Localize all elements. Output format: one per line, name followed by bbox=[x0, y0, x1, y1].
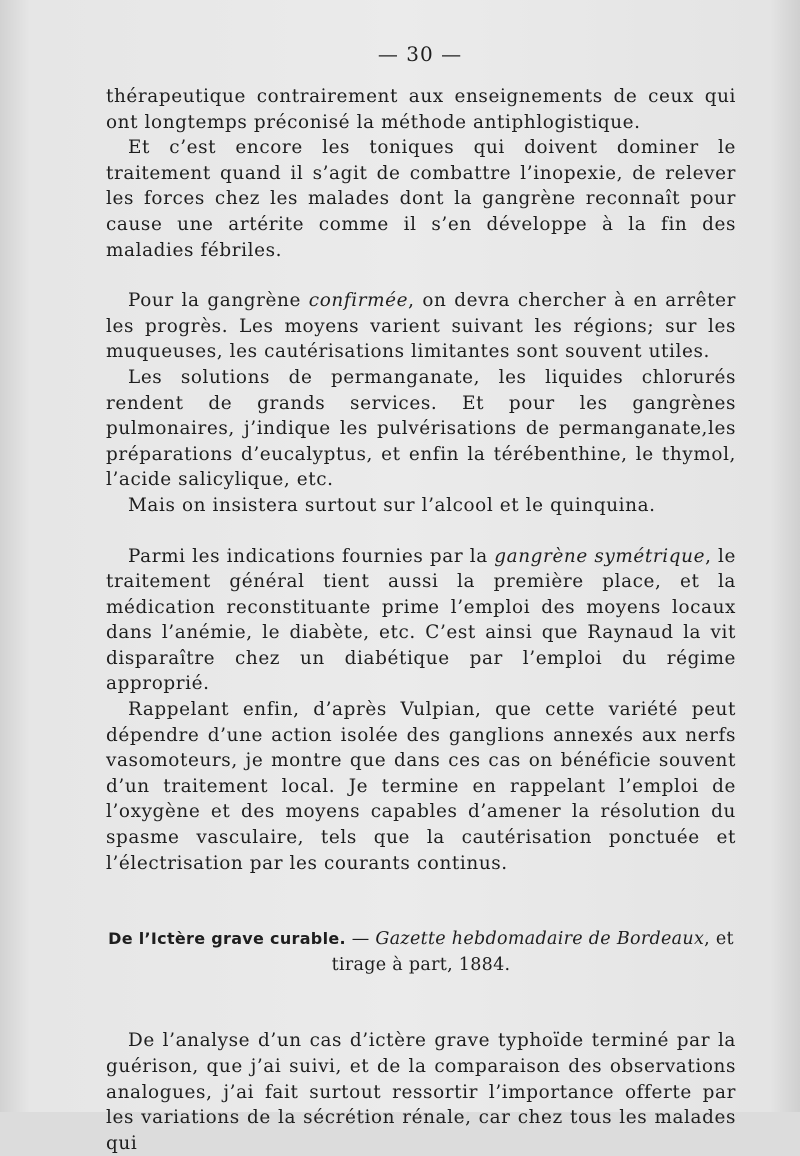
paragraph: Les solutions de permanganate, les liquides chlorurés rendent de grands services. Et pour les gangrènes pulmonaires, j’indique les pulvérisations de permanganate,les préparations d’eucalyptus, et enfin la térébenthine, le thymol, l’acide salicylique, etc. bbox=[106, 366, 736, 491]
page-number: — 30 — bbox=[377, 42, 463, 66]
paragraph bbox=[106, 544, 736, 698]
emphasis: gangrène symétrique bbox=[494, 545, 706, 567]
paragraph: thérapeutique contrairement aux enseignements de ceux qui ont longtemps préconisé la méthode antiphlogistique. bbox=[106, 86, 736, 133]
text-run: Parmi les indications fournies par la bbox=[128, 545, 495, 567]
text-run: Pour la gangrène bbox=[128, 290, 309, 312]
text-run: , on devra chercher à en arrêter les progrès. Les moyens varient suivant les régions; sur les muqueuses, les cautérisations limitantes sont souvent utiles. bbox=[106, 290, 736, 363]
reference-details: , et tirage à part, 1884. bbox=[331, 929, 734, 975]
reference-journal: Gazette hebdomadaire de Bordeaux bbox=[375, 929, 705, 950]
paragraph bbox=[106, 288, 736, 365]
bibliographic-reference bbox=[106, 926, 736, 978]
paragraph: De l’analyse d’un cas d’ictère grave typhoïde terminé par la guérison, que j’ai suivi, et de la comparaison des observations analogues, j’ai fait surtout ressortir l’importance offerte par les variations de la sécrétion rénale, car chez tous les malades qui bbox=[106, 1030, 736, 1154]
paragraph: Mais on insistera surtout sur l’alcool et le quinquina. bbox=[128, 494, 656, 516]
reference-dash: — bbox=[345, 929, 376, 950]
text-run: , le traitement général tient aussi la première place, et la médication reconstituante prime l’emploi des moyens locaux dans l’anémie, le diabète, etc. C’est ainsi que Raynaud la vit disparaître chez un diabétique par l’emploi du régime approprié. bbox=[106, 545, 736, 695]
reference-title: De l’Ictère grave curable. bbox=[108, 929, 346, 949]
paragraph: Rappelant enfin, d’après Vulpian, que cette variété peut dépendre d’une action isolée des ganglions annexés aux nerfs vasomoteurs, je montre que dans ces cas on bénéficie souvent d’un traitement local. Je termine en rappelant l’emploi de l’oxygène et des moyens capables d’amener la résolution du spasme vasculaire, tels que la cautérisation ponctuée et l’électrisation par les courants continus. bbox=[106, 699, 736, 874]
emphasis: confirmée bbox=[308, 290, 409, 312]
paragraph: Et c’est encore les toniques qui doivent dominer le traitement quand il s’agit de combattre l’inopexie, de relever les forces chez les malades dont la gangrène reconnaît pour cause une artérite comme il s’en développe à la fin des maladies fébriles. bbox=[106, 137, 736, 261]
body-text bbox=[106, 84, 736, 1156]
